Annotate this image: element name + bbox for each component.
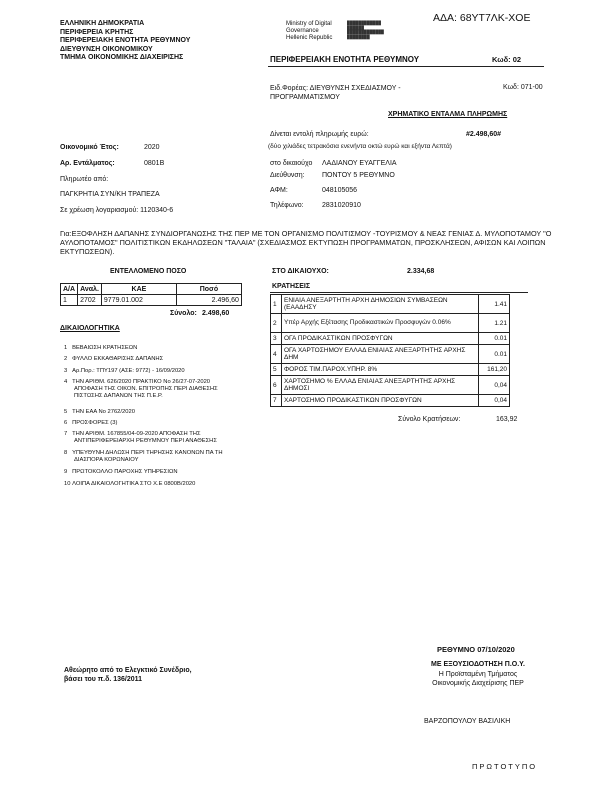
order-label: Δίνεται εντολή πληρωμής ευρώ: <box>270 131 369 138</box>
kae-sum-label: Σύνολο: <box>170 310 197 317</box>
issuer-header <box>60 20 190 63</box>
unit-name: ΠΕΡΙΦΕΡΕΙΑΚΗ ΕΝΟΤΗΤΑ ΡΕΘΥΜΝΟΥ <box>270 55 420 64</box>
beneficiary-prefix: στο δικαιούχο <box>270 160 313 167</box>
table-row: 4 ΟΓΑ ΧΑΡΤΟΣΗΜΟΥ ΕΛΛΑΔ ΕΝΙΑΙΑΣ ΑΝΕΞΑΡΤΗΤΗΣ ΑΡΧΗΣ ΔΗΜ 0.01 <box>271 345 510 364</box>
fiscal-year-label: Οικονομικό Έτος: <box>60 144 119 151</box>
deductions-divider <box>270 292 528 293</box>
phone-label: Τηλέφωνο: <box>270 202 304 209</box>
order-number: 0801Β <box>144 160 165 167</box>
seal-microtext: ████████████ ██████ █████████████ ████████ <box>347 20 384 39</box>
order-amount-words: (δύο χιλιάδες τετρακόσια ενενήντα οκτώ ευρώ και εξήντα Λεπτά) <box>268 143 452 150</box>
deductions-total: 163,92 <box>496 416 518 423</box>
table-row: 1 ΕΝΙΑΙΑ ΑΝΕΞΑΡΤΗΤΗ ΑΡΧΗ ΔΗΜΟΣΙΩΝ ΣΥΜΒΑΣΕΩΝ (ΕΑΑΔΗΣΥ 1.41 <box>271 295 510 314</box>
document-title: ΧΡΗΜΑΤΙΚΟ ΕΝΤΑΛΜΑ ΠΛΗΡΩΜΗΣ <box>388 111 508 118</box>
list-item: 1 ΒΕΒΑΙΩΣΗ ΚΡΑΤΗΣΕΩΝ <box>64 345 138 351</box>
kae-sum-value: 2.498,60 <box>202 310 230 317</box>
deductions-total-label: Σύνολο Κρατήσεων: <box>398 416 461 423</box>
issuer-line: ΕΛΛΗΝΙΚΗ ΔΗΜΟΚΡΑΤΙΑ <box>60 20 145 27</box>
bank-name: ΠΑΓΚΡΗΤΙΑ ΣΥΝ/ΚΗ ΤΡΑΠΕΖΑ <box>60 191 160 198</box>
table-row: 5 ΦΟΡΟΣ ΤΙΜ.ΠΑΡΟΧ.ΥΠΗΡ. 8% 161,20 <box>271 364 510 376</box>
list-item: 6 ΠΡΟΣΦΟΡΕΣ (3) <box>64 420 118 427</box>
table-row: 3 ΟΓΑ ΠΡΟΔΙΚΑΣΤΙΚΩΝ ΠΡΟΣΦΥΓΩΝ 0.01 <box>271 333 510 345</box>
list-item: 10 ΛΟΙΠΑ ΔΙΚΑΙΟΛΟΓΗΤΙΚΑ ΣΤΟ Χ.Ε 0800Β/2020 <box>64 480 196 487</box>
agency-code: Κωδ: 071-00 <box>503 84 543 91</box>
to-beneficiary-amount: 2.334,68 <box>407 268 435 275</box>
list-item: 5 ΤΗΝ ΕΑΑ Νο 2762/2020 <box>64 408 135 415</box>
phone: 2831020910 <box>322 202 361 209</box>
deductions-table <box>270 294 510 407</box>
list-item: 3 Αρ.Πορ.: ΤΠΥ197 (ΑΣΕ: 9772) - 16/09/2020 <box>64 367 185 374</box>
order-amount: #2.498,60# <box>466 131 502 138</box>
list-item: 7 ΤΗΝ ΑΡΙΘΜ. 167855/04-09-2020 ΑΠΟΦΑΣΗ ΤΗΣ ΑΝΤΙΠΕΡΙΦΕΡΕΙΑΡΧΗ ΡΕΘΥΜΝΟΥ ΠΕΡΙ ΑΝΑΘΕΣΗΣ <box>64 431 217 445</box>
unit-code: Κωδ: 02 <box>492 55 522 64</box>
table-row: 7 ΧΑΡΤΟΣΗΜΟ ΠΡΟΔΙΚΑΣΤΙΚΩΝ ΠΡΟΣΦΥΓΩΝ 0,04 <box>271 395 510 407</box>
list-item: 8 ΥΠΕΥΘΥΝΗ ΔΗΛΩΣΗ ΠΕΡΙ ΤΗΡΗΣΗΣ ΚΑΝΟΝΩΝ ΠΑ ΤΗ ΔΙΑΣΠΟΡΑ ΚΟΡΩΝΑΙΟΥ <box>64 450 223 464</box>
table-row: 2 Υπέρ Αρχής Εξέτασης Προδικαστικών Προσφυγών 0.06% 1.21 <box>271 314 510 333</box>
address: ΠΟΝΤΟΥ 5 ΡΕΘΥΜΝΟ <box>322 172 395 179</box>
list-item: 4 ΤΗΝ ΑΡΙΘΜ. 626/2020 ΠΡΑΚΤΙΚΟ Νο 26/27-07-2020 ΑΠΟΦΑΣΗ ΤΗΣ ΟΙΚΟΝ. ΕΠΙΤΡΟΠΗΣ ΠΕΡΙ ΔΙΑΘΕΣΗΣ ΠΙΣΤΩΣΗΣ ΔΑΠΑΝΩΝ ΤΗΣ Π.Ε.Ρ. <box>64 378 218 399</box>
afm: 048105056 <box>322 187 358 194</box>
account: Σε χρέωση λογαριασμού: 1120340-6 <box>60 207 174 214</box>
place-date: ΡΕΘΥΜΝΟ 07/10/2020 <box>437 645 515 654</box>
beneficiary-name: ΛΑΔΙΑΝΟΥ ΕΥΑΓΓΕΛΙΑ <box>322 160 397 167</box>
payment-description: Για:ΕΞΟΦΛΗΣΗ ΔΑΠΑΝΗΣ ΣΥΝΔΙΟΡΓΑΝΩΣΗΣ ΤΗΣ ΠΕΡ ΜΕ ΤΟΝ ΟΡΓΑΝΙΣΜΟ ΠΟΛΙΤΙΣΜΟΥ -ΤΟΥΡΙΣΜΟΥ & ΝΕΑΣ ΓΕΝΙΑΣ Δ. ΜΥΛΟΠΟΤΑΜΟΥ "Ο ΑΥΛΟΠΟΤΑΜΟΣ" ΠΟΛΙΤΙΣΤΙΚΩΝ ΕΚΔΗΛΩΣΕΩΝ "ΤΑΛΑΙΑ" (ΣΧΕΔΙΑΣΜΟΣ ΕΚΤΥΠΩΣΗ ΠΡΟΓΡΑΜΜΑΤΩΝ, ΠΡΟΣΚΛΗΣΕΩΝ, ΑΦΙΣΩΝ ΚΑΙ ΛΟΙΠΩΝ ΕΚΤΥΠΩΣΕΩΝ). <box>60 229 552 256</box>
audit-note: Αθεώρητο από το Ελεγκτικό Συνέδριο, βάσει του π.δ. 136/2011 <box>64 667 192 683</box>
fiscal-year: 2020 <box>144 144 160 151</box>
kae-header-row: Α/Α Αναλ. ΚΑΕ Ποσό <box>61 284 242 295</box>
to-beneficiary-label: ΣΤΟ ΔΙΚΑΙΟΥΧΟ: <box>272 268 329 275</box>
issuer-line: ΠΕΡΙΦΕΡΕΙΑ ΚΡΗΤΗΣ <box>60 28 134 36</box>
docs-list <box>64 345 264 492</box>
payable-from-label: Πληρωτέο από: <box>60 176 109 183</box>
issuer-line: ΠΕΡΙΦΕΡΕΙΑΚΗ ΕΝΟΤΗΤΑ ΡΕΘΥΜΝΟΥ <box>60 37 191 44</box>
address-label: Διεύθυνση: <box>270 172 305 179</box>
ada-number: ΑΔΑ: 68ΥΤ7ΛΚ-ΧΟΕ <box>433 12 531 24</box>
signatory-name: ΒΑΡΖΟΠΟΥΛΟΥ ΒΑΣΙΛΙΚΗ <box>424 718 511 725</box>
issuer-line: ΤΜΗΜΑ ΟΙΚΟΝΟΜΙΚΗΣ ΔΙΑΧΕΙΡΙΣΗΣ <box>60 54 184 61</box>
table-row: 6 ΧΑΡΤΟΣΗΜΟ % ΕΛΛΑΔ ΕΝΙΑΙΑΣ ΑΝΕΞΑΡΤΗΤΗΣ ΑΡΧΗΣ ΔΗΜΟΣΙ 0,04 <box>271 376 510 395</box>
table-row: 1 2702 9779.01.002 2.496,60 <box>61 295 242 306</box>
list-item: 2 ΦΥΛΛΟ ΕΚΚΑΘΑΡΙΣΗΣ ΔΑΠΑΝΗΣ <box>64 356 164 363</box>
issuer-line: ΔΙΕΥΘΥΝΣΗ ΟΙΚΟΝΟΜΙΚΟΥ <box>60 45 153 53</box>
digital-signature-seal: Ministry of Digital Governance Hellenic Republic <box>286 21 333 41</box>
afm-label: ΑΦΜ: <box>270 187 288 194</box>
header-divider <box>268 66 544 67</box>
list-item: 9 ΠΡΩΤΟΚΟΛΛΟ ΠΑΡΟΧΗΣ ΥΠΗΡΕΣΙΩΝ <box>64 469 178 476</box>
ordered-amount-title: ΕΝΤΕΛΛΟΜΕΝΟ ΠΟΣΟ <box>110 268 187 275</box>
docs-title: ΔΙΚΑΙΟΛΟΓΗΤΙΚΑ <box>60 325 120 332</box>
signature-block: ΜΕ ΕΞΟΥΣΙΟΔΟΤΗΣΗ Π.Ο.Υ. Η Προϊσταμένη Τμήματος Οικονομικής Διαχείρισης ΠΕΡ <box>431 661 525 687</box>
kae-table <box>60 283 242 306</box>
agency: Ειδ.Φορέας: ΔΙΕΥΘΥΝΣΗ ΣΧΕΔΙΑΣΜΟΥ - ΠΡΟΓΡΑΜΜΑΤΙΣΜΟΥ <box>270 85 401 101</box>
order-number-label: Αρ. Εντάλματος: <box>60 160 115 167</box>
original-mark: ΠΡΩΤΟΤΥΠΟ <box>472 762 538 771</box>
deductions-title: ΚΡΑΤΗΣΕΙΣ <box>272 283 311 290</box>
